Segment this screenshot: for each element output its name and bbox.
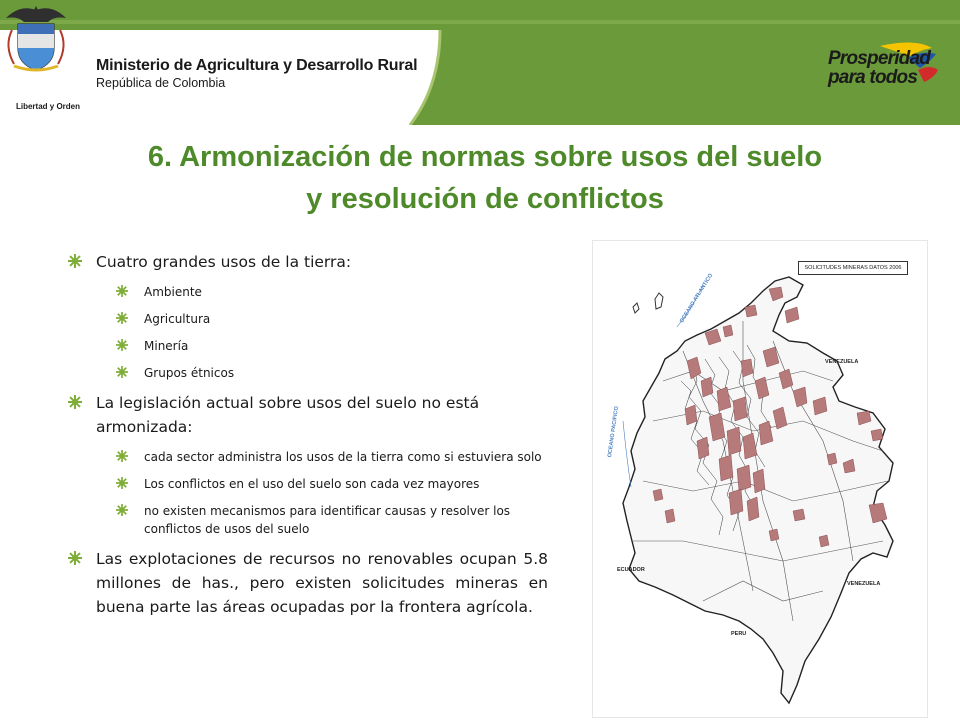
mining-requests-map: [592, 240, 928, 718]
bullet-icon: [68, 395, 82, 409]
sub-bullet-text: cada sector administra los usos de la tierra como si estuviera solo: [144, 450, 542, 464]
bullet-list: [68, 250, 548, 628]
prosperidad-logo: [820, 40, 940, 110]
label-ecuador: ECUADOR: [617, 567, 645, 573]
colombia-map-drawing: [593, 241, 927, 717]
bullet-icon: [116, 450, 128, 462]
ministry-block: [96, 57, 417, 90]
bullet-icon: [116, 285, 128, 297]
bullet-icon: [68, 254, 82, 268]
bullet-icon: [116, 312, 128, 324]
bullet-icon: [68, 551, 82, 565]
bullet-text: La legislación actual sobre usos del suelo no está armonizada:: [96, 394, 480, 436]
bullet-item: [68, 250, 548, 274]
slogan-line2: para todos: [828, 67, 918, 88]
sub-bullet-item: [116, 310, 548, 328]
label-pacific: OCEANO PACIFICO: [607, 405, 621, 458]
bullet-item: [68, 547, 548, 619]
sub-bullet-item: [116, 475, 548, 493]
bullet-text: Cuatro grandes usos de la tierra:: [96, 253, 352, 271]
sub-bullet-text: Agricultura: [144, 312, 211, 326]
bullet-item: [68, 391, 548, 439]
label-atlantic: OCEANO ATLANTICO: [679, 272, 715, 325]
label-venezuela-south: VENEZUELA: [847, 581, 881, 587]
ministry-name: Ministerio de Agricultura y Desarrollo Rural: [96, 57, 418, 74]
bullet-icon: [116, 504, 128, 516]
label-venezuela-north: VENEZUELA: [825, 359, 859, 365]
sub-bullet-text: Ambiente: [144, 285, 202, 299]
bullet-icon: [116, 366, 128, 378]
bullet-text: Las explotaciones de recursos no renovables ocupan 5.8 millones de has., pero existen solicitudes mineras en buena parte las áreas ocupadas por la frontera agrícola.: [96, 550, 548, 616]
slide-title: [60, 136, 910, 220]
sub-bullet-item: [116, 283, 548, 301]
label-peru: PERU: [731, 631, 747, 637]
header-band: [0, 0, 960, 125]
coat-of-arms-icon: [0, 0, 72, 86]
republic-name: República de Colombia: [96, 76, 226, 90]
sub-bullet-text: Los conflictos en el uso del suelo son cada vez mayores: [144, 477, 480, 491]
sub-bullet-item: [116, 448, 548, 466]
bullet-icon: [116, 477, 128, 489]
sub-bullet-text: no existen mecanismos para identificar causas y resolver los conflictos de usos del suelo: [144, 504, 511, 536]
motto-text: Libertad y Orden: [15, 102, 80, 111]
title-line1: 6. Armonización de normas sobre usos del suelo: [147, 141, 823, 173]
sub-bullet-item: [116, 364, 548, 382]
sub-bullet-text: Minería: [144, 339, 189, 353]
slogan-line1: Prosperidad: [828, 48, 931, 69]
sub-bullet-item: [116, 337, 548, 355]
bullet-icon: [116, 339, 128, 351]
map-legend: SOLICITUDES MINERAS DATOS 2006: [798, 261, 908, 275]
sub-bullet-item: [116, 502, 548, 538]
title-line2: y resolución de conflictos: [306, 183, 664, 215]
sub-bullet-text: Grupos étnicos: [144, 366, 235, 380]
